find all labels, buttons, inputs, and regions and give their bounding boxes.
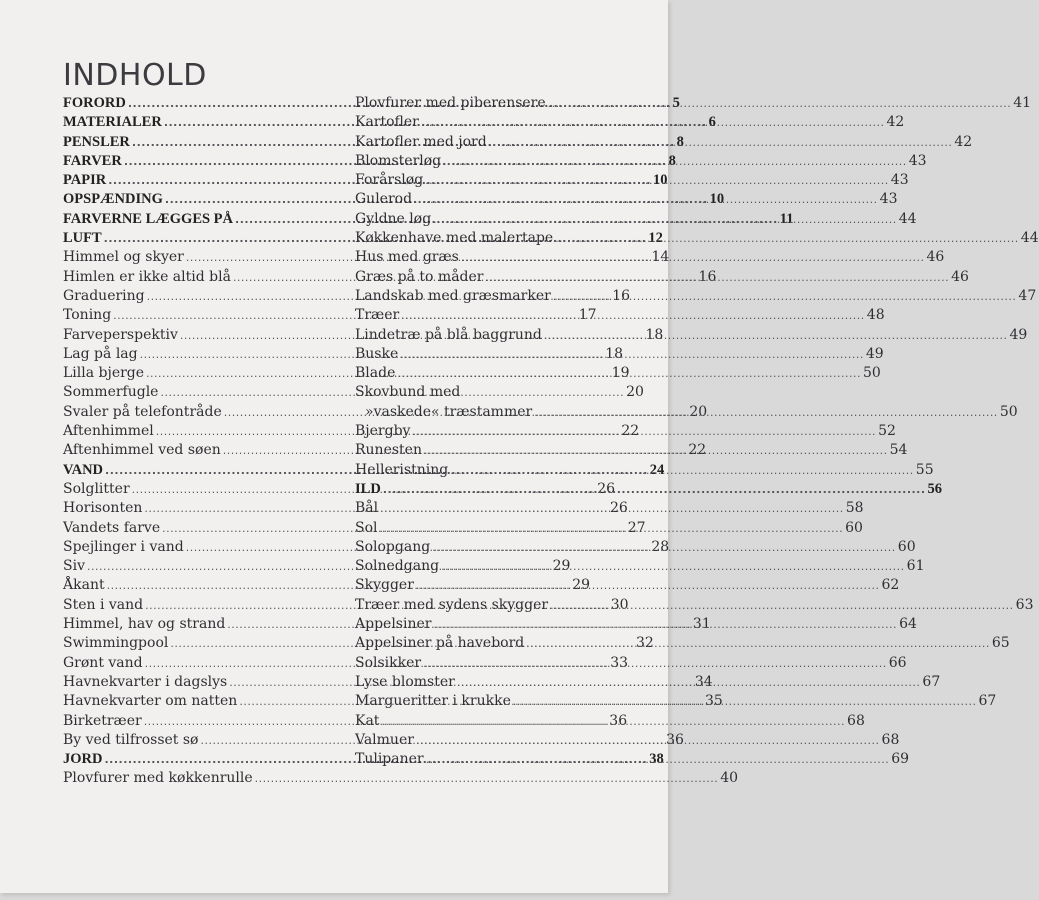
toc-entry [355, 576, 900, 595]
dot-leader [416, 731, 880, 750]
toc-entry-title: Kat [355, 712, 380, 729]
dot-leader [534, 403, 998, 422]
dot-leader [401, 306, 865, 325]
toc-entry-title: FARVER [63, 152, 122, 169]
toc-page-number: 60 [897, 538, 916, 555]
toc-entry-title: Svaler på telefontråde [63, 403, 222, 420]
toc-entry-title: Solopgang [355, 538, 431, 555]
dot-leader [421, 113, 885, 132]
dot-leader [432, 538, 896, 557]
toc-entry-title: Landskab med græsmarker [355, 287, 551, 304]
toc-page-number: 5 [672, 95, 680, 111]
toc-page-number: 35 [704, 693, 723, 710]
dot-leader [255, 769, 719, 788]
toc-page-number: 28 [651, 538, 670, 555]
dot-leader [486, 268, 950, 287]
dot-leader [380, 519, 844, 538]
toc-page-number: 24 [649, 461, 665, 478]
toc-page-number: 44 [898, 210, 917, 227]
toc-entry-title: Birketræer [63, 712, 142, 729]
dot-leader [513, 692, 977, 711]
toc-entry [355, 113, 905, 132]
toc-entry [355, 152, 927, 171]
toc-page-number: 26 [597, 480, 616, 497]
toc-page-number: 46 [951, 268, 969, 285]
dot-leader [489, 133, 953, 152]
toc-entry-title: »vaskede« træstammer [365, 403, 533, 420]
toc-entry-title: Aftenhimmel [63, 423, 154, 440]
toc-entry-title: Toning [63, 307, 112, 324]
toc-entry-title: Aftenhimmel ved søen [63, 442, 221, 459]
toc-entry-title: Træer [355, 307, 400, 324]
toc-entry-title: Plovfurer med piberensere [355, 95, 546, 111]
dot-leader [461, 248, 925, 267]
toc-page-number: 16 [612, 287, 631, 304]
toc-page-number: 50 [999, 403, 1018, 420]
toc-entry-title: Solnedgang [355, 558, 440, 575]
dot-leader [400, 345, 864, 364]
toc-page-number: 31 [692, 616, 711, 633]
dot-leader [397, 364, 861, 383]
dot-leader [433, 210, 897, 229]
toc-page-number: 49 [865, 345, 884, 362]
toc-page-number: 38 [649, 751, 664, 768]
toc-entry-title: Sommerfugle [63, 384, 159, 401]
toc-entry-title: By ved tilfrosset sø [63, 731, 199, 748]
toc-entry-title: Farveperspektiv [63, 326, 178, 343]
toc-page-number: 29 [572, 577, 591, 594]
toc-entry-title: Lag på lag [63, 345, 138, 362]
toc-page-number: 36 [609, 712, 628, 729]
toc-page-number: 68 [847, 712, 865, 729]
toc-page-number: 20 [689, 403, 708, 420]
toc-entry-title: Solsikker [355, 654, 422, 671]
toc-page-number: 68 [881, 731, 900, 748]
toc-page-number: 47 [1018, 287, 1037, 304]
toc-entry [355, 306, 885, 325]
toc-entry-title: Swimmingpool [63, 635, 169, 652]
toc-entry-title: Havnekvarter i dagslys [63, 673, 228, 690]
toc-entry-title: Spejlinger i vand [63, 538, 184, 555]
toc-entry-title: Træer med sydens skygger [355, 596, 549, 613]
toc-entry-title: Havnekvarter om natten [63, 693, 238, 710]
toc-page-number: 10 [652, 172, 668, 189]
toc-entry [355, 383, 616, 402]
dot-leader [414, 190, 878, 209]
toc-page-number: 8 [668, 152, 676, 169]
toc-page-number: 33 [610, 654, 629, 671]
toc-entry-title: Siv [63, 558, 85, 575]
dot-leader [553, 287, 1017, 306]
toc-entry-title: FORORD [63, 95, 126, 111]
toc-page-number: 22 [688, 442, 707, 459]
toc-page-number: 49 [1009, 326, 1028, 343]
toc-page-number: 41 [1013, 95, 1032, 111]
dot-leader [412, 422, 876, 441]
toc-entry-title: Solglitter [63, 480, 130, 497]
toc-page-number: 62 [881, 577, 900, 594]
toc-page-number: 12 [648, 230, 663, 247]
toc-entry-title: Forårsløg [355, 172, 424, 189]
page-title: INDHOLD [63, 58, 207, 93]
toc-entry-title: Hus med græs [355, 249, 459, 266]
toc-page-number: 34 [694, 673, 713, 690]
dot-leader [555, 229, 1019, 248]
toc-entry-title: Bjergby [355, 423, 411, 440]
toc-entry-title: ILD [355, 480, 381, 497]
toc-page-number: 65 [991, 635, 1010, 652]
toc-page-number: 40 [720, 770, 739, 787]
toc-entry-title: Appelsiner på havebord [355, 635, 525, 652]
toc-page-number: 36 [666, 731, 684, 748]
toc-entry-title: MATERIALER [63, 114, 162, 131]
toc-page-number: 54 [889, 442, 908, 459]
dot-leader [526, 634, 990, 653]
toc-page-number: 11 [779, 210, 794, 227]
toc-entry-title: Lyse blomster [355, 673, 455, 690]
toc-chapter-entry [355, 480, 943, 499]
toc-page-number: 14 [651, 249, 670, 266]
dot-leader [433, 615, 897, 634]
toc-page-number: 63 [1015, 596, 1034, 613]
toc-page-number: 29 [552, 558, 571, 575]
toc-page-number: 26 [609, 500, 628, 517]
toc-page-number: 6 [708, 114, 716, 131]
dot-leader [450, 461, 914, 480]
toc-entry-title: Bål [355, 500, 379, 517]
toc-entry-title: Blomsterløg [355, 152, 442, 169]
toc-entry-title: Kartofler med jord [355, 133, 487, 150]
toc-page-number: 19 [611, 365, 630, 382]
toc-entry-title: Gulerod [355, 191, 413, 208]
toc-entry-title: Lindetræ på blå baggrund [355, 326, 542, 343]
toc-page-number: 42 [954, 133, 973, 150]
toc-page-number: 17 [578, 307, 597, 324]
toc-entry-title: Åkant [63, 577, 105, 594]
toc-entry [355, 133, 973, 152]
toc-entry-title: Appelsiner [355, 616, 432, 633]
toc-entry-title: Gyldne løg [355, 210, 432, 227]
toc-page-number: 66 [888, 654, 907, 671]
toc-entry-title: Køkkenhave med malertape [355, 230, 554, 247]
toc-page-number: 67 [922, 673, 941, 690]
toc-page-number: 58 [845, 500, 864, 517]
toc-page-number: 18 [605, 345, 624, 362]
toc-page-number: 10 [709, 191, 725, 208]
toc-entry-title: Himmel, hav og strand [63, 616, 226, 633]
toc-entry-title: PAPIR [63, 172, 107, 189]
toc-page-number: 60 [845, 519, 863, 536]
toc-entry [355, 557, 925, 576]
toc-page-number: 69 [891, 751, 910, 768]
toc-page-number: 67 [978, 693, 997, 710]
toc-entry-title: Runesten [355, 442, 422, 459]
toc-page-number: 8 [676, 133, 684, 150]
toc-entry-title: Skovbund med [355, 384, 461, 401]
toc-page-number: 30 [610, 596, 629, 613]
dot-leader [424, 441, 888, 460]
toc-entry-title: Kartofler [355, 114, 419, 131]
toc-entry-title: Sol [355, 519, 378, 536]
dot-leader [457, 673, 921, 692]
toc-page-number: 27 [627, 519, 646, 536]
toc-entry-title: Buske [355, 345, 399, 362]
dot-leader [550, 596, 1014, 615]
toc-page-number: 32 [635, 635, 654, 652]
toc-entry-title: Lilla bjerge [63, 365, 145, 382]
toc-entry-title: Plovfurer med køkkenrulle [63, 770, 253, 787]
toc-page-number: 61 [906, 558, 925, 575]
toc-page-number: 43 [890, 172, 909, 189]
toc-page-number: 43 [908, 152, 927, 169]
toc-entry-title: PENSLER [63, 133, 130, 150]
toc-page-number: 52 [878, 423, 896, 440]
toc-entry-title: Græs på to måder [355, 268, 484, 285]
toc-page-number: 55 [915, 461, 934, 478]
dot-leader [425, 171, 889, 190]
toc-entry-title: Margueritter i krukke [355, 693, 511, 710]
toc-page-number: 46 [926, 249, 945, 266]
dot-leader [441, 557, 905, 576]
toc-entry [355, 94, 1032, 113]
toc-entry-title: Himlen er ikke altid blå [63, 268, 231, 285]
toc-page-number: 48 [866, 307, 885, 324]
dot-leader [443, 152, 907, 171]
toc-entry-title: Vandets farve [63, 519, 161, 536]
toc-entry-title: FARVERNE LÆGGES PÅ [63, 210, 234, 227]
toc-page-number: 22 [621, 423, 640, 440]
toc-entry-title: LUFT [63, 230, 102, 247]
toc-page-number: 16 [698, 268, 717, 285]
toc-entry-title: OPSPÆNDING [63, 191, 163, 208]
dot-leader [426, 750, 890, 769]
toc-entry [355, 345, 884, 364]
toc-page-number: 56 [927, 480, 943, 497]
dot-leader [416, 576, 880, 595]
toc-page-number: 43 [879, 191, 898, 208]
toc-entry-title: Grønt vand [63, 654, 143, 671]
toc-page-number: 50 [862, 365, 881, 382]
dot-leader [383, 480, 926, 499]
toc-entry-title: VAND [63, 461, 104, 478]
dot-leader [381, 712, 845, 731]
toc-entry-title: JORD [63, 751, 103, 768]
toc-entry-title: Skygger [355, 577, 414, 594]
toc-entry-title: Graduering [63, 287, 145, 304]
toc-entry-title: Helleristning [355, 461, 449, 478]
toc-entry [63, 769, 739, 788]
toc-entry-title: Valmuer [355, 731, 414, 748]
toc-page-number: 44 [1020, 230, 1039, 247]
toc-page-number: 64 [899, 616, 917, 633]
dot-leader [423, 654, 887, 673]
toc-entry-title: Horisonten [63, 500, 143, 517]
dot-leader [548, 94, 1012, 113]
toc-page-number: 20 [626, 384, 644, 401]
toc-page-number: 18 [645, 326, 664, 343]
toc-entry-title: Himmel og skyer [63, 249, 184, 266]
toc-page-number: 42 [886, 114, 905, 131]
dot-leader [544, 326, 1008, 345]
dot-leader [380, 499, 844, 518]
toc-entry-title: Tulipaner [355, 751, 424, 768]
toc-entry-title: Blade [355, 365, 396, 382]
toc-entry-title: Sten i vand [63, 596, 144, 613]
